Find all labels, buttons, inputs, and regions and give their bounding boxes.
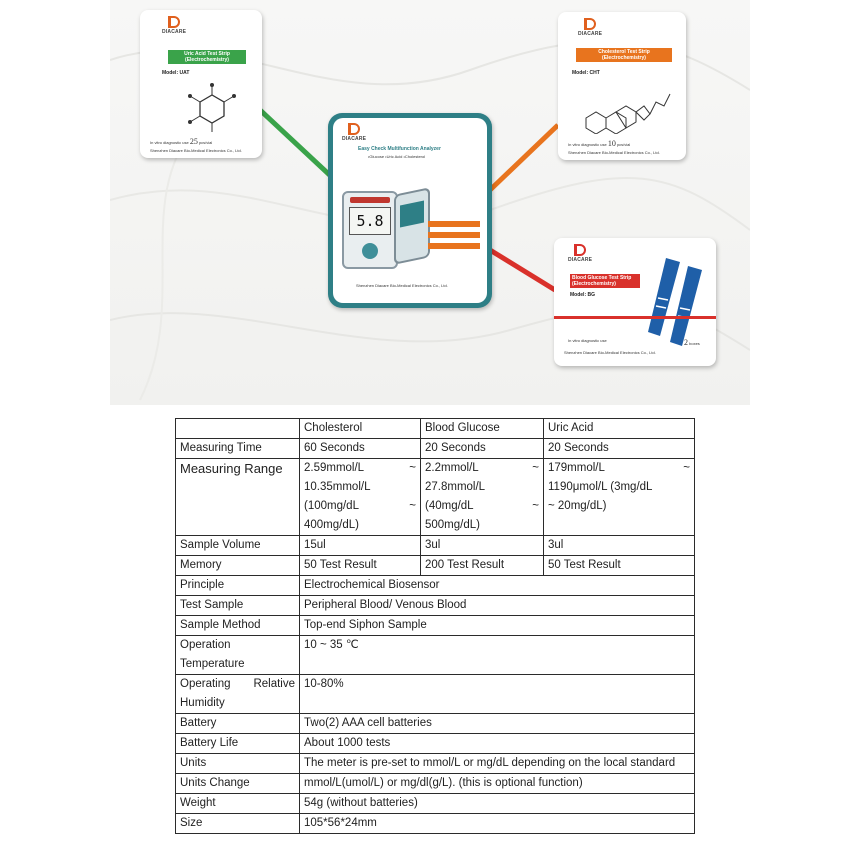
specification-table (175, 418, 695, 834)
table-cell: Two(2) AAA cell batteries (300, 714, 695, 734)
table-cell: 50 Test Result (300, 556, 421, 576)
table-cell: 200 Test Result (421, 556, 544, 576)
diacare-logo: DIACARE (162, 16, 186, 35)
diacare-logo: DIACARE (342, 123, 366, 142)
row-label: Weight (176, 794, 300, 814)
diacare-logo: DIACARE (578, 18, 602, 37)
table-cell: 10-80% (300, 675, 695, 714)
table-row (176, 459, 695, 536)
table-row (176, 596, 695, 616)
table-cell: 3ul (421, 536, 544, 556)
glucose-box-model: Model: BG (570, 292, 595, 298)
table-cell: 105*56*24mm (300, 814, 695, 834)
product-collage (110, 0, 750, 405)
column-header-uric-acid: Uric Acid (544, 419, 695, 439)
meter-display-value: 5.8 (349, 207, 391, 235)
glucose-strip-box: DIACARE Blood Glucose Test Strip (Electrochemistry) Model: BG In vitro diagnostic use 2 boxes Shenzhen Diacare Bio-Medical Electronics Co., Ltd. (554, 238, 716, 366)
table-row (176, 576, 695, 596)
row-label: Sample Volume (176, 536, 300, 556)
table-row (176, 675, 695, 714)
table-row (176, 536, 695, 556)
table-row (176, 714, 695, 734)
table-cell: mmol/L(umol/L) or mg/dl(g/L). (this is optional function) (300, 774, 695, 794)
glucose-box-maker: Shenzhen Diacare Bio-Medical Electronics Co., Ltd. (564, 350, 656, 355)
column-header-blood-glucose: Blood Glucose (421, 419, 544, 439)
table-cell: Top-end Siphon Sample (300, 616, 695, 636)
table-cell: 3ul (544, 536, 695, 556)
table-cell: Peripheral Blood/ Venous Blood (300, 596, 695, 616)
table-cell: 15ul (300, 536, 421, 556)
table-header-row (176, 419, 695, 439)
table-row (176, 734, 695, 754)
glucose-box-note: In vitro diagnostic use (568, 338, 607, 343)
cholesterol-box-banner: Cholesterol Test Strip (Electrochemistry) (576, 48, 672, 62)
diacare-logo-icon (348, 123, 360, 135)
meter-device-illustration (342, 191, 398, 269)
table-cell: 2.59mmol/L ~ 10.35mmol/L (100mg/dL ~ 400mg/dL) (300, 459, 421, 536)
row-label: Measuring Time (176, 439, 300, 459)
cholesterol-box-model: Model: CHT (572, 70, 600, 76)
glucose-box-banner: Blood Glucose Test Strip (Electrochemistry) (570, 274, 640, 288)
cholesterol-connector-line (490, 125, 558, 190)
row-label: Battery (176, 714, 300, 734)
meter-box-title: Easy Check Multifunction Analyzer (358, 146, 441, 152)
diacare-logo-icon (574, 244, 586, 256)
table-header-empty (176, 419, 300, 439)
cholesterol-box-maker: Shenzhen Diacare Bio-Medical Electronics Co., Ltd. (568, 150, 660, 155)
row-label: Size (176, 814, 300, 834)
table-cell: 20 Seconds (421, 439, 544, 459)
test-strip-icon (648, 258, 708, 348)
table-cell: 60 Seconds (300, 439, 421, 459)
meter-button-icon (362, 243, 378, 259)
row-label: Principle (176, 576, 300, 596)
cholesterol-strip-box: DIACARE Cholesterol Test Strip (Electrochemistry) Model: CHT In vitro diagnostic use 10 pcs/vial Shenzhen Diacare Bio-Medical Electronics Co., Ltd. (558, 12, 686, 160)
meter-box (328, 113, 492, 308)
table-cell: About 1000 tests (300, 734, 695, 754)
test-strip-bars (428, 221, 480, 249)
uric-box-maker: Shenzhen Diacare Bio-Medical Electronics Co., Ltd. (150, 148, 242, 153)
table-cell: 10 ~ 35 ℃ (300, 636, 695, 675)
table-cell: 179mmol/L ~ 1190μmol/L (3mg/dL ~ 20mg/dL) (544, 459, 695, 536)
uric-box-model: Model: UAT (162, 70, 190, 76)
row-label: Test Sample (176, 596, 300, 616)
uric-acid-strip-box: DIACARE Uric Acid Test Strip (Electrochemistry) Model: UAT In vitro diagnostic use 25 pcs/vial Shenzhen Diacare Bio-Medical Electronics Co., Ltd. (140, 10, 262, 158)
table-cell: 50 Test Result (544, 556, 695, 576)
row-label: Operating Relative Humidity (176, 675, 300, 714)
diacare-logo-icon (168, 16, 180, 28)
row-label: Operation Temperature (176, 636, 300, 675)
table-row (176, 616, 695, 636)
table-cell: Electrochemical Biosensor (300, 576, 695, 596)
meter-box-subtitle: •Glucose •Uric Acid •Cholesterol (368, 154, 426, 159)
row-label: Units (176, 754, 300, 774)
row-label: Measuring Range (176, 459, 300, 536)
table-row (176, 794, 695, 814)
meter-box-maker: Shenzhen Diacare Bio-Medical Electronics Co., Ltd. (356, 283, 448, 288)
table-row (176, 556, 695, 576)
column-header-cholesterol: Cholesterol (300, 419, 421, 439)
meter-device-angled-illustration (394, 187, 430, 265)
table-cell: The meter is pre-set to mmol/L or mg/dL depending on the local standard (300, 754, 695, 774)
table-row (176, 754, 695, 774)
row-label: Battery Life (176, 734, 300, 754)
row-label: Memory (176, 556, 300, 576)
table-cell: 20 Seconds (544, 439, 695, 459)
diacare-logo-icon (584, 18, 596, 30)
table-cell: 54g (without batteries) (300, 794, 695, 814)
uric-connector-line (260, 110, 335, 180)
diacare-logo: DIACARE (568, 244, 592, 263)
table-cell: 2.2mmol/L ~ 27.8mmol/L (40mg/dL ~ 500mg/dL) (421, 459, 544, 536)
glucose-connector-line (490, 250, 555, 290)
table-row (176, 814, 695, 834)
uric-molecule-icon (180, 82, 240, 134)
uric-box-banner: Uric Acid Test Strip (Electrochemistry) (168, 50, 246, 64)
table-row (176, 439, 695, 459)
table-row (176, 774, 695, 794)
row-label: Units Change (176, 774, 300, 794)
table-row (176, 636, 695, 675)
cholesterol-molecule-icon (578, 84, 674, 134)
row-label: Sample Method (176, 616, 300, 636)
